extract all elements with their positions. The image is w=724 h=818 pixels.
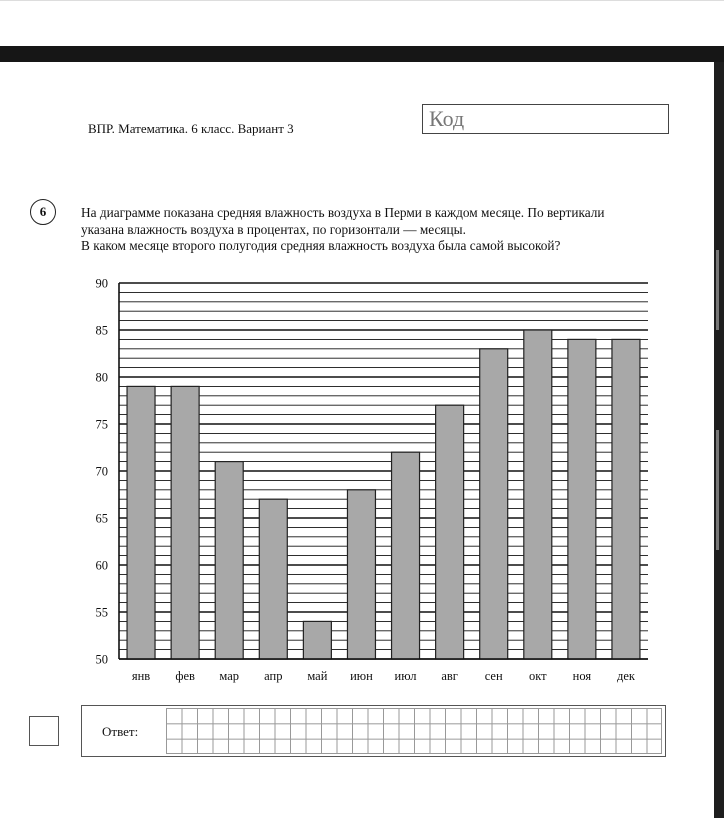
x-tick-label: авг (441, 669, 458, 683)
y-tick-label: 75 (95, 417, 108, 432)
y-tick-label: 90 (95, 276, 108, 291)
bar-июл (392, 452, 420, 659)
y-tick-label: 55 (95, 605, 108, 620)
question-line: На диаграмме показана средняя влажность воздуха в Перми в каждом месяце. По вертикали (81, 205, 605, 220)
y-tick-label: 80 (95, 370, 108, 385)
y-tick-label: 60 (95, 558, 108, 573)
question-line: В каком месяце второго полугодия средняя влажность воздуха была самой высокой? (81, 238, 561, 253)
bar-ноя (568, 339, 596, 659)
page-header-title: ВПР. Математика. 6 класс. Вариант 3 (88, 121, 294, 136)
bar-май (303, 621, 331, 659)
bar-сен (480, 349, 508, 659)
bar-окт (524, 330, 552, 659)
question-line: указана влажность воздуха в процентах, по горизонтали — месяцы. (81, 221, 466, 237)
bars-layer (127, 330, 640, 659)
x-tick-label: окт (528, 669, 547, 683)
answer-label: Ответ: (102, 724, 139, 739)
code-box[interactable]: Код (422, 104, 669, 134)
answer-grid[interactable] (166, 708, 662, 754)
y-tick-label: 65 (95, 511, 108, 526)
x-tick-label: июл (394, 669, 417, 683)
bar-апр (259, 499, 287, 659)
check-box[interactable] (29, 716, 59, 746)
x-tick-label: дек (616, 669, 635, 683)
bar-мар (215, 462, 243, 659)
bar-фев (171, 386, 199, 659)
x-tick-label: июн (350, 669, 373, 683)
x-tick-label: ноя (572, 669, 592, 683)
task-number: 6 (30, 199, 56, 225)
y-tick-label: 50 (95, 652, 108, 667)
bar-дек (612, 339, 640, 659)
y-tick-label: 85 (95, 323, 108, 338)
x-tick-label: сен (484, 669, 503, 683)
y-tick-labels (96, 277, 109, 667)
x-tick-label: янв (131, 669, 151, 683)
bar-янв (127, 386, 155, 659)
x-tick-label: фев (175, 669, 195, 683)
y-tick-label: 70 (95, 464, 108, 479)
x-tick-label: май (307, 669, 328, 683)
bar-июн (347, 490, 375, 659)
x-tick-labels (132, 669, 636, 683)
x-tick-label: мар (219, 669, 240, 683)
bar-авг (436, 405, 464, 659)
x-tick-label: апр (264, 669, 283, 683)
